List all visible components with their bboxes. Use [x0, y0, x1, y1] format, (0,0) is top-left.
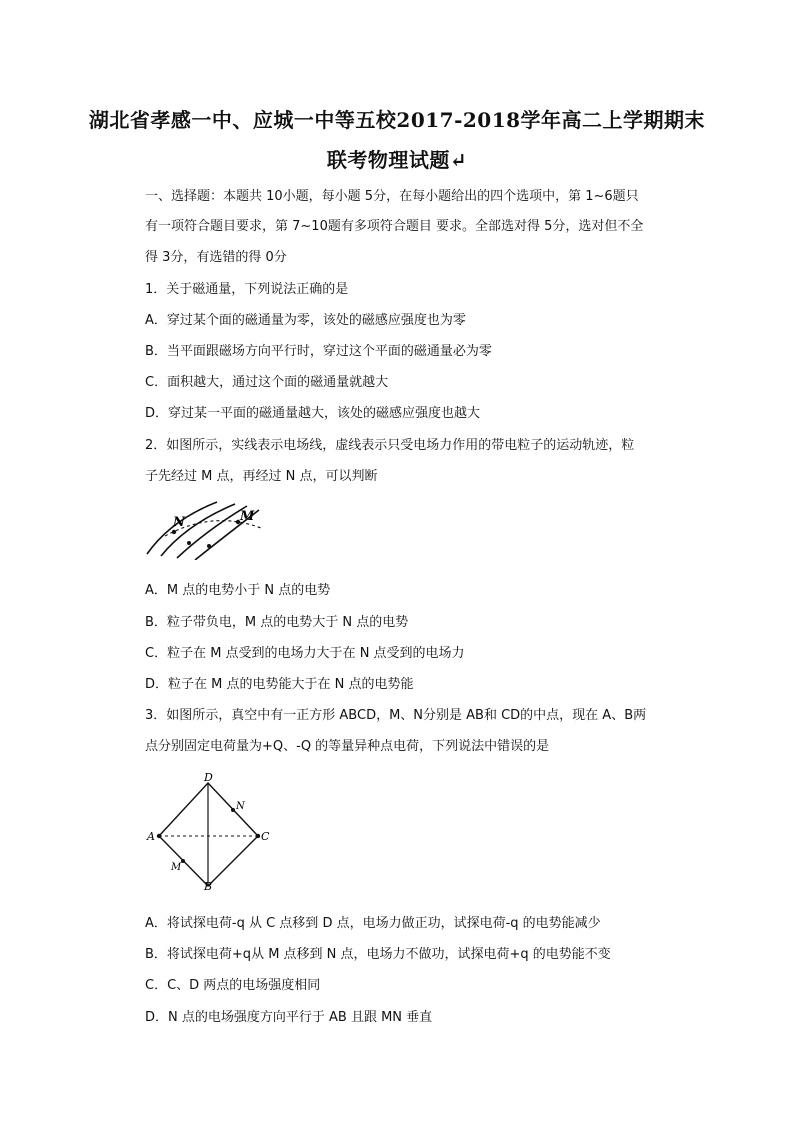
point-m-label: M: [240, 509, 255, 524]
question-3-option-c: C．C、D 两点的电场强度相同: [145, 978, 321, 993]
question-1-option-d: D．穿过某一平面的磁通量越大，该处的磁感应强度也越大: [145, 406, 481, 421]
question-2-option-d: D．粒子在 M 点的电势能大于在 N 点的电势能: [145, 677, 414, 692]
question-1-option-b: B．当平面跟磁场方向平行时，穿过这个平面的磁通量必为零: [145, 344, 492, 359]
section-instructions-line-3: 得 3分，有选错的得 0分: [145, 250, 287, 265]
vertex-b-label: B: [204, 880, 213, 890]
section-instructions-line-2: 有一项符合题目要求，第 7~10题有多项符合题目 要求。全部选对得 5分，选对但不全: [145, 219, 644, 234]
square-charges-figure: [143, 772, 273, 890]
question-3-option-a: A．将试探电荷-q 从 C 点移到 D 点，电场力做正功，试探电荷-q 的电势能减少: [145, 916, 601, 931]
question-3-stem-line-1: 3．如图所示，真空中有一正方形 ABCD，M、N分别是 AB和 CD的中点，现在 A、B两: [145, 708, 647, 723]
electric-field-lines-figure: [143, 496, 267, 560]
question-2-option-b: B．粒子带负电，M 点的电势大于 N 点的电势: [145, 615, 409, 630]
question-2-stem-line-2: 子先经过 M 点，再经过 N 点，可以判断: [145, 469, 378, 484]
vertex-a-label: A: [147, 830, 155, 843]
vertex-c-label: C: [261, 830, 270, 843]
question-3-option-b: B．将试探电荷+q从 M 点移到 N 点，电场力不做功，试探电荷+q 的电势能不变: [145, 947, 611, 962]
question-1-option-a: A．穿过某个面的磁通量为零，该处的磁感应强度也为零: [145, 313, 466, 328]
question-1-option-c: C．面积越大，通过这个面的磁通量就越大: [145, 375, 389, 390]
question-3-stem-line-2: 点分别固定电荷量为+Q、-Q 的等量异种点电荷，下列说法中错误的是: [145, 739, 550, 754]
point-n-label: N: [173, 515, 185, 530]
question-2-option-a: A．M 点的电势小于 N 点的电势: [145, 583, 331, 598]
question-3-option-d: D．N 点的电场强度方向平行于 AB 且跟 MN 垂直: [145, 1010, 433, 1025]
point-n-label: N: [236, 801, 245, 812]
vertex-d-label: D: [204, 772, 213, 784]
question-2-stem-line-1: 2．如图所示，实线表示电场线，虚线表示只受电场力作用的带电粒子的运动轨迹，粒: [145, 438, 635, 453]
page-title-line-2: 联考物理试题↵: [326, 148, 468, 172]
section-instructions-line-1: 一、选择题：本题共 10小题，每小题 5分，在每小题给出的四个选项中，第 1~6题只: [145, 189, 639, 204]
question-1-stem: 1．关于磁通量，下列说法正确的是: [145, 282, 349, 297]
page-title-line-1: 湖北省孝感一中、应城一中等五校2017-2018学年高二上学期期末: [88, 108, 706, 132]
point-m-label: M: [171, 862, 182, 873]
question-2-option-c: C．粒子在 M 点受到的电场力大于在 N 点受到的电场力: [145, 646, 465, 661]
